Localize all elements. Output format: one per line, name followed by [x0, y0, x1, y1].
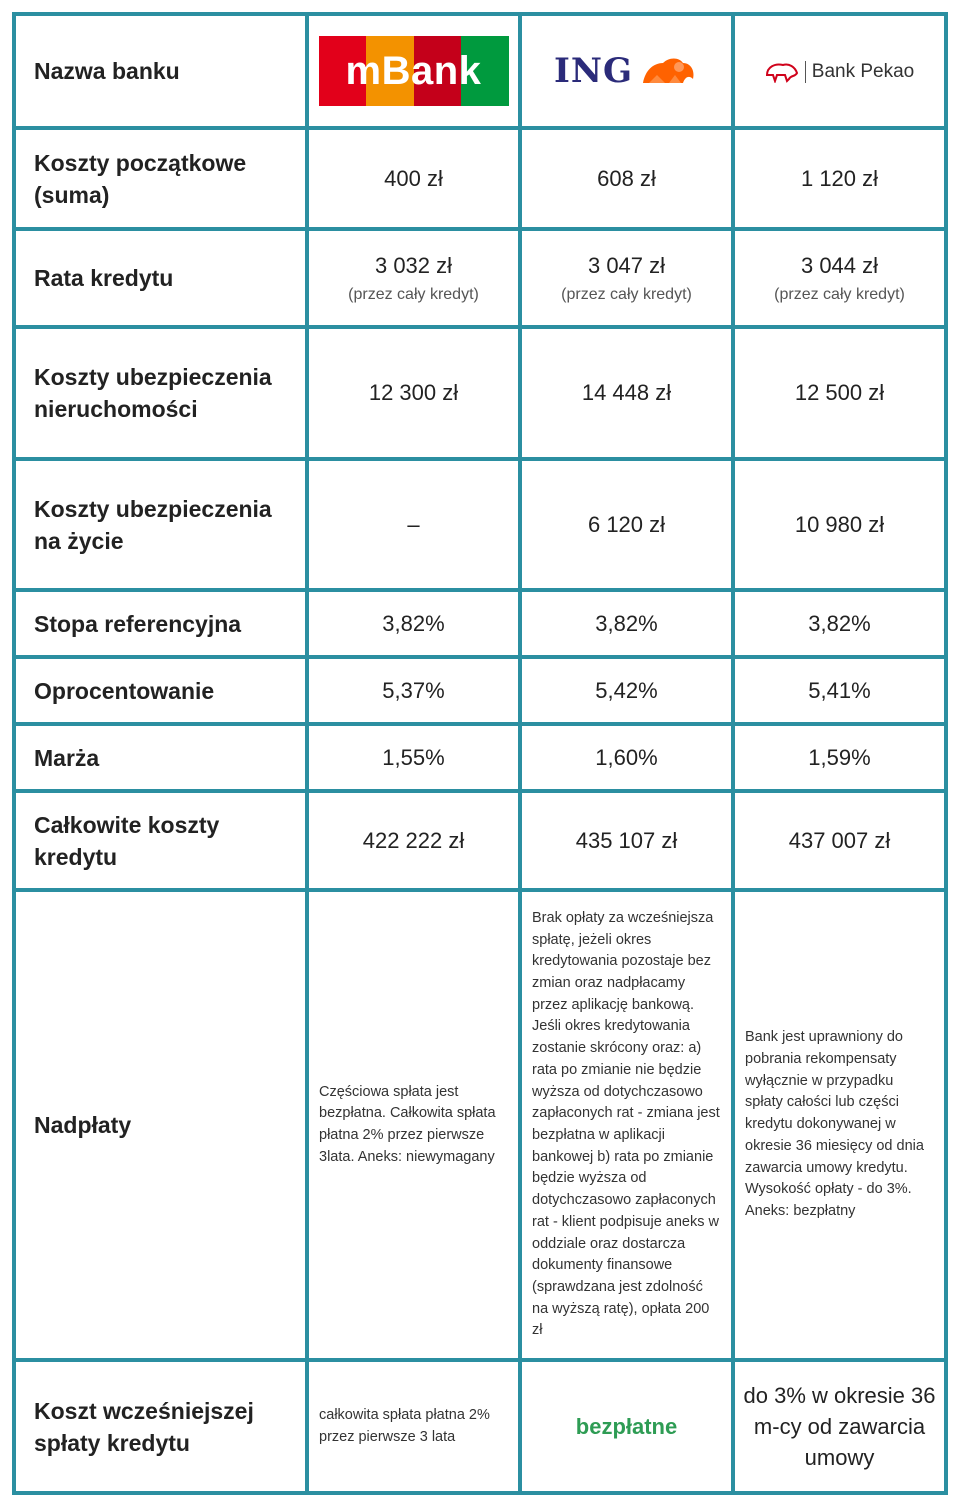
- ing-total-cost: 435 107 zł: [575, 827, 678, 853]
- row-label-installment: Rata kredytu: [14, 229, 307, 327]
- table-row: [14, 128, 946, 229]
- ing-initial-costs: 608 zł: [597, 165, 656, 191]
- pekao-overpayments: Bank jest uprawniony do pobrania rekompensaty wyłącznie w przypadku spłaty całości lub części kredytu dokonywanej w okresie 36 miesięcy od dnia zawarcia umowy kredytu. Wysokość opłaty - do 3%. Aneks: bezpłatny: [733, 890, 946, 1360]
- pekao-total-cost: 437 007 zł: [788, 827, 891, 853]
- mbank-early-repayment-cost: całkowita spłata płatna 2% przez pierwsze 3 lata: [307, 1360, 520, 1493]
- ing-life-insurance: 6 120 zł: [587, 511, 666, 537]
- mbank-reference-rate: 3,82%: [382, 610, 445, 636]
- pekao-installment-note: (przez cały kredyt): [774, 286, 905, 303]
- pekao-early-repayment-cost: do 3% w okresie 36 m-cy od zawarcia umowy: [743, 1383, 936, 1470]
- table-row: [14, 724, 946, 791]
- pekao-installment: 3 044 zł: [800, 253, 879, 278]
- table-row: [14, 657, 946, 724]
- row-label-total-cost: Całkowite koszty kredytu: [14, 791, 307, 890]
- pekao-interest: 5,41%: [808, 677, 871, 703]
- mbank-life-insurance: –: [407, 511, 420, 537]
- mbank-margin: 1,55%: [382, 744, 445, 770]
- mbank-installment-note: (przez cały kredyt): [348, 286, 479, 303]
- ing-property-insurance: 14 448 zł: [581, 380, 672, 405]
- pekao-life-insurance: 10 980 zł: [794, 511, 885, 537]
- ing-early-repayment-cost: bezpłatne: [575, 1413, 678, 1439]
- pekao-margin: 1,59%: [808, 744, 871, 770]
- table-row: [14, 459, 946, 590]
- row-label-interest: Oprocentowanie: [14, 657, 307, 724]
- ing-interest: 5,42%: [595, 677, 658, 703]
- table-row: [14, 327, 946, 459]
- mbank-property-insurance: 12 300 zł: [368, 380, 459, 405]
- table-row: [14, 791, 946, 890]
- mbank-logo: [319, 36, 509, 106]
- mbank-interest: 5,37%: [382, 677, 445, 703]
- mbank-total-cost: 422 222 zł: [362, 827, 465, 853]
- row-label-property-insurance: Koszty ubezpieczenia nieruchomości: [14, 327, 307, 459]
- mbank-installment: 3 032 zł: [374, 253, 453, 278]
- table-row-bank-names: [14, 14, 946, 128]
- mbank-initial-costs: 400 zł: [384, 165, 443, 191]
- ing-logo-cell: [520, 14, 733, 128]
- row-label-bank-name: Nazwa banku: [14, 14, 307, 128]
- ing-reference-rate: 3,82%: [595, 610, 658, 636]
- ing-margin: 1,60%: [595, 744, 658, 770]
- mbank-overpayments: Częściowa spłata jest bezpłatna. Całkowita spłata płatna 2% przez pierwsze 3lata. Aneks: niewymagany: [307, 890, 520, 1360]
- table-row: [14, 590, 946, 657]
- pekao-logo-divider: [805, 61, 806, 83]
- ing-logo: [554, 51, 699, 91]
- row-label-margin: Marża: [14, 724, 307, 791]
- mbank-logo-text: mBank: [345, 48, 482, 93]
- table-row: [14, 890, 946, 1360]
- ing-installment-note: (przez cały kredyt): [561, 286, 692, 303]
- table-row: [14, 1360, 946, 1493]
- row-label-life-insurance: Koszty ubezpieczenia na życie: [14, 459, 307, 590]
- row-label-initial-costs: Koszty początkowe (suma): [14, 128, 307, 229]
- ing-overpayments: Brak opłaty za wcześniejsza spłatę, jeżeli okres kredytowania pozostaje bez zmian oraz nadpłacamy przez aplikację bankową. Jeśli okres kredytowania zostanie skrócony oraz: a) rata po zmianie nie będzie wyższa od dotychczasowo zapłaconych rat - zmiana jest bezpłatna w aplikacji bankowej b) rata po zmianie będzie wyższa od dotychczasowo zapłaconych rat - klient podpisuje aneks w oddziale oraz dostarcza dokumenty finansowe (sprawdzana jest zdolność na wyższą ratę), opłata 200 zł: [520, 890, 733, 1360]
- row-label-overpayments: Nadpłaty: [14, 890, 307, 1360]
- table-row: [14, 229, 946, 327]
- mbank-logo-cell: [307, 14, 520, 128]
- pekao-property-insurance: 12 500 zł: [794, 380, 885, 405]
- pekao-logo-text: Bank Pekao: [811, 61, 915, 83]
- pekao-reference-rate: 3,82%: [808, 610, 871, 636]
- row-label-early-repayment-cost: Koszt wcześniejszej spłaty kredytu: [14, 1360, 307, 1493]
- row-label-reference-rate: Stopa referencyjna: [14, 590, 307, 657]
- bison-icon: [765, 61, 799, 83]
- ing-installment: 3 047 zł: [587, 253, 666, 278]
- pekao-logo: [765, 61, 914, 83]
- bank-comparison-table: [12, 12, 948, 1495]
- ing-logo-text: ING: [553, 51, 634, 91]
- pekao-logo-cell: [733, 14, 946, 128]
- ing-lion-icon: [639, 53, 699, 89]
- pekao-initial-costs: 1 120 zł: [800, 165, 879, 191]
- comparison-table-wrapper: [12, 12, 948, 1495]
